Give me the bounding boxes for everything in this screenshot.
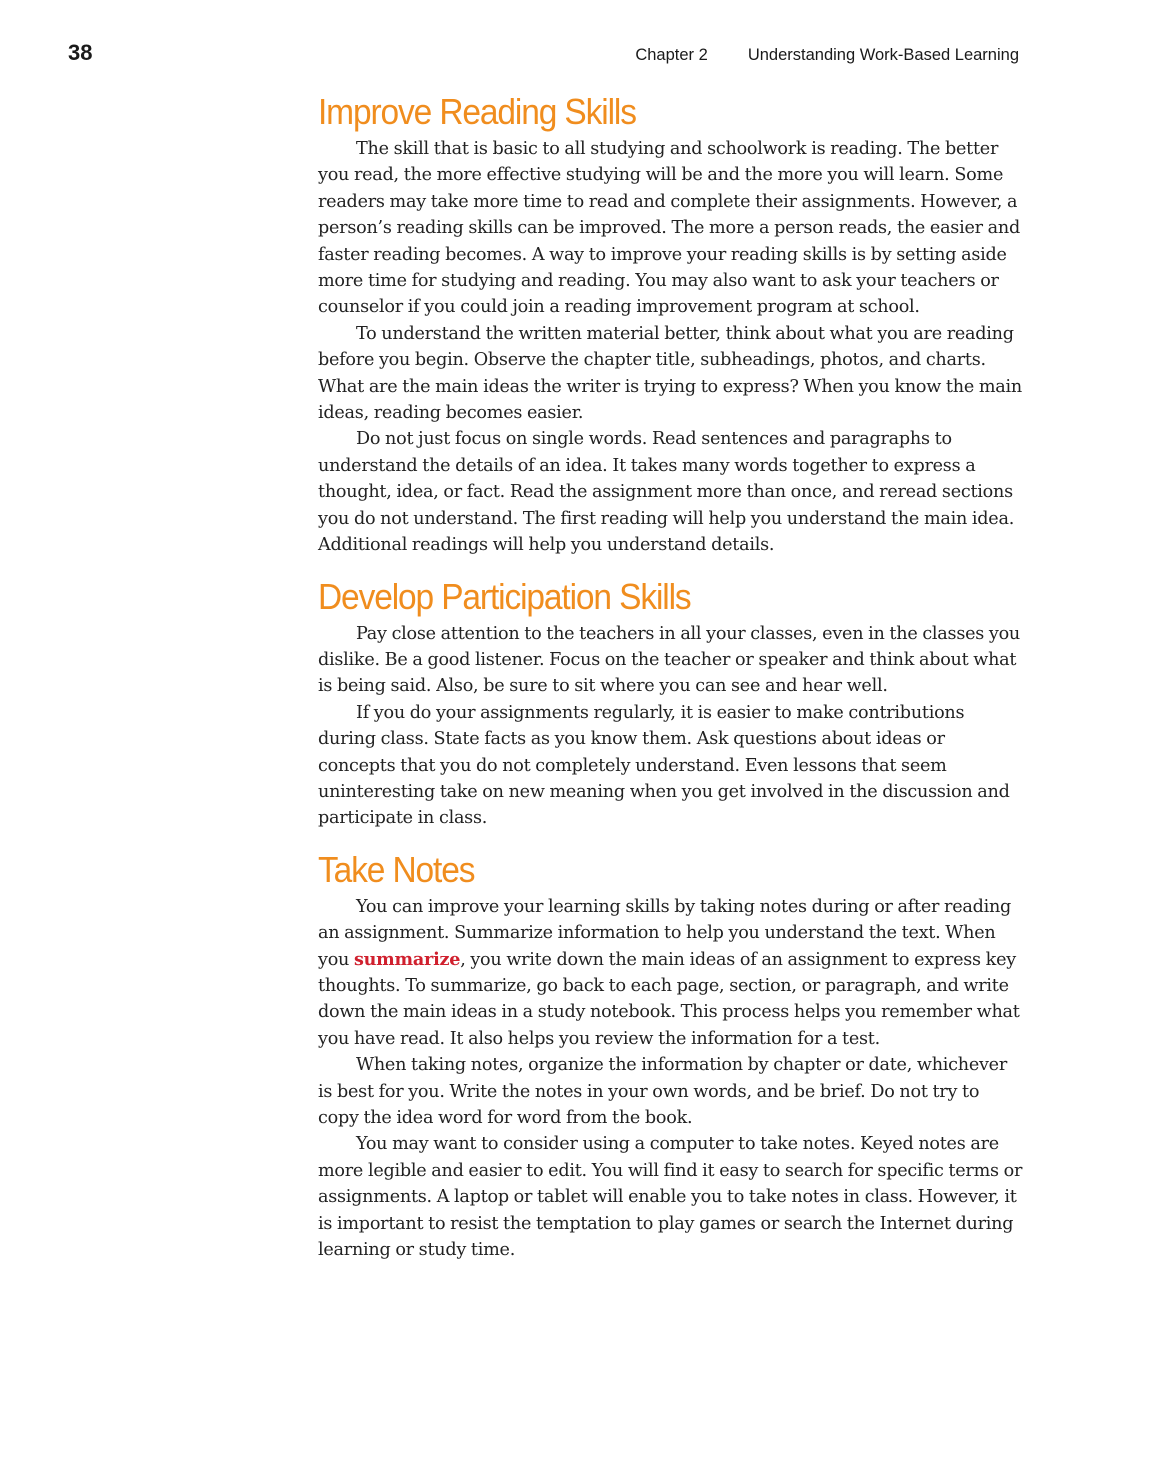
paragraph: When taking notes, organize the information by chapter or date, whichever is best for you. Write the notes in your own words, and be brief. Do not try to copy the idea word for word from the book.: [318, 1055, 1008, 1128]
section-develop-participation-skills: [318, 573, 1024, 832]
section-take-notes: [318, 846, 1024, 1264]
key-term: summarize: [353, 948, 461, 970]
running-head: [635, 46, 1019, 65]
paragraph: [318, 894, 1024, 1052]
page-number: 38: [68, 40, 93, 65]
paragraph: The skill that is basic to all studying and schoolwork is reading. The better you read, the more effective studying will be and the more you will learn. Some readers may take more time to read and complete their assignments. However, a person’s reading skills can be improved. The more a person reads, the easier and faster reading becomes. A way to improve your reading skills is by setting aside more time for studying and reading. You may also want to ask your teachers or counselor if you could join a reading improvement program at school.: [318, 139, 1020, 318]
paragraph-text: , you write down the main ideas of an assignment to express key thoughts. To summarize, go back to each page, section, or paragraph, and write down the main ideas in a study notebook. This process helps you remember what you have read. It also helps you review the information for a test.: [318, 949, 1020, 1049]
paragraph: To understand the written material better, think about what you are reading before you begin. Observe the chapter title, subheadings, photos, and charts. What are the main ideas the writer is trying to express? When you know the main ideas, reading becomes easier.: [318, 323, 1022, 424]
paragraph: Do not just focus on single words. Read sentences and paragraphs to understand the details of an idea. It takes many words together to express a thought, idea, or fact. Read the assignment more than once, and reread sections you do not understand. The first reading will help you understand the main idea. Additional readings will help you understand details.: [318, 429, 1015, 556]
chapter-label: Chapter 2: [635, 46, 708, 64]
paragraph: If you do your assignments regularly, it is easier to make contributions during class. State facts as you know them. Ask questions about ideas or concepts that you do not completely understand. Even lessons that seem uninteresting take on new meaning when you get involved in the discussion and participate in class.: [318, 702, 1010, 829]
section-improve-reading-skills: [318, 88, 1024, 559]
section-heading: Improve Reading Skills: [318, 91, 636, 132]
chapter-title: Understanding Work-Based Learning: [747, 46, 1019, 64]
paragraph-text: You can improve your learning skills by taking notes during or after reading an assignment. Summarize information to help you understand the text. When you: [318, 896, 1012, 970]
section-heading: Take Notes: [318, 848, 475, 890]
paragraph: You may want to consider using a computer to take notes. Keyed notes are more legible and easier to edit. You will find it easy to search for specific terms or assignments. A laptop or tablet will enable you to take notes in class. However, it is important to resist the temptation to play games or search the Internet during learning or study time.: [318, 1134, 1023, 1261]
paragraph: Pay close attention to the teachers in all your classes, even in the classes you dislike. Be a good listener. Focus on the teacher or speaker and think about what is being said. Also, be sure to sit where you can see and hear well.: [318, 623, 1020, 697]
page-content: [318, 88, 1024, 1277]
section-heading: Develop Participation Skills: [318, 575, 691, 617]
